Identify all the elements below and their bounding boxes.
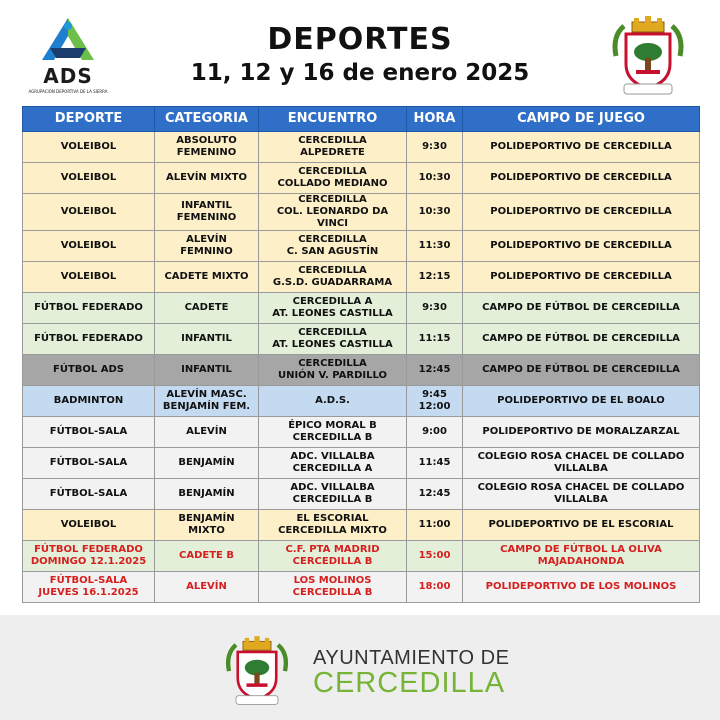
cell-line: CERCEDILLA B (292, 587, 373, 598)
cell-line: POLIDEPORTIVO DE CERCEDILLA (490, 240, 672, 251)
cell-deporte (23, 572, 155, 603)
cell-hora (407, 572, 463, 603)
cell-line: VOLEIBOL (60, 240, 117, 251)
cell-hora (407, 262, 463, 293)
cell-line: CAMPO DE FÚTBOL LA OLIVA (500, 544, 662, 555)
cell-line: LOS MOLINOS (293, 575, 372, 586)
cell-line: FÚTBOL-SALA (49, 488, 128, 499)
cell-categoria (155, 324, 259, 355)
cell-line: 12:45 (418, 364, 451, 375)
column-header-categoria: CATEGORIA (155, 107, 259, 132)
cell-line: VILLALBA (554, 463, 608, 474)
cell-line: COLEGIO ROSA CHACEL DE COLLADO (477, 482, 685, 493)
cell-line: 9:00 (422, 426, 447, 437)
cell-line: VOLEIBOL (60, 206, 117, 217)
cell-categoria (155, 386, 259, 417)
cell-deporte (23, 194, 155, 231)
cell-line: BENJAMÍN FEM. (162, 401, 251, 412)
cell-campo (463, 386, 700, 417)
cell-campo (463, 541, 700, 572)
cell-categoria (155, 262, 259, 293)
cell-campo (463, 293, 700, 324)
ads-logo-name: ADS (43, 64, 93, 88)
footer-crest-logo (222, 633, 292, 711)
cell-line: G.S.D. GUADARRAMA (272, 277, 393, 288)
cell-categoria (155, 194, 259, 231)
page-title: DEPORTES (267, 22, 453, 57)
cell-campo (463, 231, 700, 262)
table-row (23, 510, 700, 541)
cell-line: CAMPO DE FÚTBOL DE CERCEDILLA (482, 364, 680, 375)
cell-line: FÚTBOL FEDERADO (34, 333, 143, 344)
cell-deporte (23, 163, 155, 194)
cell-categoria (155, 163, 259, 194)
cell-line: 12:00 (418, 401, 451, 412)
cell-line: FEMNINO (180, 246, 233, 257)
cell-line: 12:15 (418, 271, 451, 282)
cell-line: ÉPICO MORAL B (288, 420, 377, 431)
cell-line: 18:00 (418, 581, 451, 592)
cell-line: ADC. VILLALBA (290, 482, 375, 493)
cell-categoria (155, 132, 259, 163)
cell-categoria (155, 231, 259, 262)
cell-line: 12:45 (418, 488, 451, 499)
cell-line: CERCEDILLA (298, 166, 367, 177)
cell-line: POLIDEPORTIVO DE EL ESCORIAL (488, 519, 674, 530)
cell-line: FÚTBOL FEDERADO (34, 302, 143, 313)
cell-line: 11:45 (418, 457, 451, 468)
cell-hora (407, 132, 463, 163)
cell-hora (407, 479, 463, 510)
cell-campo (463, 132, 700, 163)
cell-line: C.F. PTA MADRID (285, 544, 380, 555)
cell-categoria (155, 479, 259, 510)
cell-line: CERCEDILLA B (292, 432, 373, 443)
cell-line: ALEVÍN MASC. (166, 389, 247, 400)
cell-categoria (155, 572, 259, 603)
cell-line: CERCEDILLA MIXTO (278, 525, 387, 536)
cell-categoria (155, 510, 259, 541)
cell-line: FÚTBOL-SALA (49, 426, 128, 437)
cell-line: UNIÓN V. PARDILLO (277, 370, 388, 381)
cell-line: CADETE B (179, 550, 234, 561)
cell-line: FÚTBOL-SALA (49, 457, 128, 468)
cell-line: A.D.S. (315, 395, 350, 406)
cell-hora (407, 355, 463, 386)
table-row (23, 479, 700, 510)
footer (0, 615, 720, 720)
cell-campo (463, 479, 700, 510)
cell-line: VOLEIBOL (60, 141, 117, 152)
page-subtitle: 11, 12 y 16 de enero 2025 (190, 60, 530, 86)
cell-line: 11:15 (418, 333, 451, 344)
schedule-table (22, 106, 699, 603)
cell-line: VINCI (317, 218, 348, 229)
header (0, 0, 720, 100)
cell-encuentro (259, 510, 407, 541)
cell-hora (407, 293, 463, 324)
cell-line: POLIDEPORTIVO DE CERCEDILLA (490, 271, 672, 282)
footer-cercedilla-text: CERCEDILLA (313, 667, 506, 699)
table-row (23, 262, 700, 293)
cell-line: MIXTO (188, 525, 225, 536)
cell-line: 9:30 (422, 302, 447, 313)
cell-encuentro (259, 324, 407, 355)
cell-deporte (23, 386, 155, 417)
cell-line: ALEVÍN (186, 581, 227, 592)
cell-line: 9:45 (422, 389, 447, 400)
cell-line: EL ESCORIAL (296, 513, 369, 524)
cell-line: 11:00 (418, 519, 451, 530)
cell-encuentro (259, 262, 407, 293)
table-header-row (23, 107, 700, 132)
cell-campo (463, 324, 700, 355)
cell-line: ALEVÍN MIXTO (166, 172, 247, 183)
cell-line: MAJADAHONDA (537, 556, 625, 567)
cell-line: 9:30 (422, 141, 447, 152)
cercedilla-crest-logo (608, 16, 688, 98)
cell-line: CERCEDILLA A (292, 296, 373, 307)
cell-campo (463, 355, 700, 386)
cell-line: JUEVES 16.1.2025 (38, 587, 139, 598)
table-row (23, 231, 700, 262)
cell-line: POLIDEPORTIVO DE CERCEDILLA (490, 206, 672, 217)
cell-categoria (155, 355, 259, 386)
cell-deporte (23, 132, 155, 163)
cell-campo (463, 262, 700, 293)
cell-deporte (23, 262, 155, 293)
cell-line: 15:00 (418, 550, 451, 561)
cell-line: CERCEDILLA (298, 234, 367, 245)
cell-line: POLIDEPORTIVO DE CERCEDILLA (490, 141, 672, 152)
cell-hora (407, 417, 463, 448)
cell-hora (407, 448, 463, 479)
cell-line: 11:30 (418, 240, 451, 251)
cell-line: CERCEDILLA B (292, 494, 373, 505)
cell-line: BADMINTON (53, 395, 124, 406)
cell-encuentro (259, 194, 407, 231)
crest-icon (608, 16, 688, 98)
cell-categoria (155, 293, 259, 324)
cell-line: POLIDEPORTIVO DE MORALZARZAL (482, 426, 680, 437)
cell-line: POLIDEPORTIVO DE CERCEDILLA (490, 172, 672, 183)
cell-categoria (155, 417, 259, 448)
cell-line: CERCEDILLA (298, 358, 367, 369)
cell-encuentro (259, 448, 407, 479)
column-header-campo: CAMPO DE JUEGO (463, 107, 700, 132)
cell-hora (407, 231, 463, 262)
cell-line: COL. LEONARDO DA (276, 206, 389, 217)
cell-line: VILLALBA (554, 494, 608, 505)
cell-encuentro (259, 479, 407, 510)
table-row (23, 163, 700, 194)
cell-line: 10:30 (418, 206, 451, 217)
cell-line: CADETE (184, 302, 229, 313)
cell-line: FÚTBOL ADS (53, 364, 124, 375)
cell-line: C. SAN AGUSTÍN (286, 246, 379, 257)
cell-deporte (23, 417, 155, 448)
cell-line: POLIDEPORTIVO DE LOS MOLINOS (485, 581, 677, 592)
table-row (23, 132, 700, 163)
table-row (23, 194, 700, 231)
cell-hora (407, 510, 463, 541)
table-row (23, 324, 700, 355)
cell-encuentro (259, 572, 407, 603)
cell-encuentro (259, 386, 407, 417)
cell-line: CAMPO DE FÚTBOL DE CERCEDILLA (482, 302, 680, 313)
cell-deporte (23, 479, 155, 510)
cell-deporte (23, 510, 155, 541)
cell-line: ADC. VILLALBA (290, 451, 375, 462)
cell-line: CERCEDILLA B (292, 556, 373, 567)
cell-line: VOLEIBOL (60, 271, 117, 282)
cell-campo (463, 194, 700, 231)
cell-line: CERCEDILLA (298, 135, 367, 146)
cell-line: INFANTIL (181, 200, 232, 211)
cell-campo (463, 448, 700, 479)
cell-line: AT. LEONES CASTILLA (272, 308, 393, 319)
cell-line: BENJAMÍN (178, 457, 235, 468)
cell-line: FÚTBOL FEDERADO (34, 544, 143, 555)
cell-encuentro (259, 417, 407, 448)
table-row (23, 386, 700, 417)
cell-campo (463, 163, 700, 194)
cell-categoria (155, 448, 259, 479)
cell-line: FEMENINO (176, 147, 237, 158)
cell-deporte (23, 293, 155, 324)
cell-deporte (23, 231, 155, 262)
cell-deporte (23, 448, 155, 479)
cell-hora (407, 541, 463, 572)
cell-encuentro (259, 355, 407, 386)
footer-ayuntamiento-text: AYUNTAMIENTO DE (313, 647, 510, 669)
cell-line: POLIDEPORTIVO DE EL BOALO (497, 395, 665, 406)
cell-line: BENJAMÍN (178, 488, 235, 499)
crest-icon (222, 633, 292, 711)
cell-line: FÚTBOL-SALA (49, 575, 128, 586)
cell-line: CERCEDILLA (298, 265, 367, 276)
cell-hora (407, 324, 463, 355)
cell-encuentro (259, 293, 407, 324)
cell-line: FEMENINO (176, 212, 237, 223)
cell-line: CADETE MIXTO (164, 271, 249, 282)
cell-encuentro (259, 163, 407, 194)
column-header-deporte: DEPORTE (23, 107, 155, 132)
cell-line: ABSOLUTO (176, 135, 237, 146)
cell-deporte (23, 355, 155, 386)
cell-campo (463, 510, 700, 541)
table-row (23, 572, 700, 603)
cell-hora (407, 163, 463, 194)
cell-line: COLEGIO ROSA CHACEL DE COLLADO (477, 451, 685, 462)
cell-line: INFANTIL (181, 364, 232, 375)
ads-logo-subtitle: AGRUPACIÓN DEPORTIVA DE LA SIERRA (28, 89, 108, 94)
cell-encuentro (259, 132, 407, 163)
table-row (23, 448, 700, 479)
cell-line: CERCEDILLA (298, 327, 367, 338)
cell-line: BENJAMÍN (178, 513, 235, 524)
table-row (23, 417, 700, 448)
cell-line: AT. LEONES CASTILLA (272, 339, 393, 350)
cell-deporte (23, 324, 155, 355)
cell-deporte (23, 541, 155, 572)
cell-hora (407, 194, 463, 231)
column-header-hora: HORA (407, 107, 463, 132)
cell-line: CERCEDILLA A (292, 463, 373, 474)
cell-campo (463, 572, 700, 603)
cell-line: ALPEDRETE (300, 147, 365, 158)
cell-line: CAMPO DE FÚTBOL DE CERCEDILLA (482, 333, 680, 344)
cell-line: INFANTIL (181, 333, 232, 344)
cell-line: ALEVÍN (186, 234, 227, 245)
table-row (23, 355, 700, 386)
table-row (23, 541, 700, 572)
cell-line: VOLEIBOL (60, 519, 117, 530)
cell-line: VOLEIBOL (60, 172, 117, 183)
column-header-encuentro: ENCUENTRO (259, 107, 407, 132)
cell-encuentro (259, 541, 407, 572)
table-row (23, 293, 700, 324)
cell-line: DOMINGO 12.1.2025 (30, 556, 147, 567)
cell-campo (463, 417, 700, 448)
cell-categoria (155, 541, 259, 572)
cell-line: 10:30 (418, 172, 451, 183)
cell-line: CERCEDILLA (298, 194, 367, 205)
cell-line: ALEVÍN (186, 426, 227, 437)
table-body (23, 132, 700, 603)
cell-encuentro (259, 231, 407, 262)
cell-hora (407, 386, 463, 417)
cell-line: COLLADO MEDIANO (277, 178, 388, 189)
